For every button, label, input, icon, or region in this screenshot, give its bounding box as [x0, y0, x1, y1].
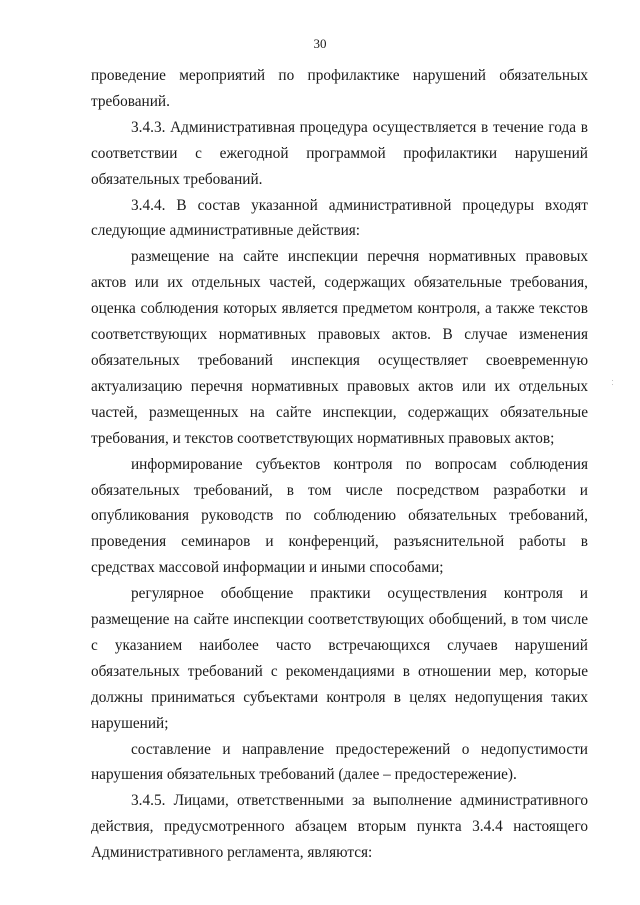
paragraph-list-item-informing: информирование субъектов контроля по вопросам соблюдения обязательных требований, в том числе посредством разработки и опубликования руководств по соблюдению обязательных требований, проведения семинаров и конференций, разъяснительной работы в средствах массовой информации и иными способами;: [91, 455, 588, 577]
page-number: 30: [313, 36, 327, 51]
paragraph-list-item-publishing: размещение на сайте инспекции перечня нормативных правовых актов или их отдельных частей, содержащих обязательные требования, оценка соблюдения которых является предметом контроля, а также текстов соответствующих нормативных правовых актов. В случае изменения обязательных требований инспекция осуществляет своевременную актуализацию перечня нормативных правовых актов или их отдельных частей, размещенных на сайте инспекции, содержащих обязательные требования, и текстов соответствующих нормативных правовых актов;: [91, 248, 588, 447]
paragraph-3-4-5: 3.4.5. Лицами, ответственными за выполнение административного действия, предусмотренного абзацем вторым пункта 3.4.4 настоящего Административного регламента, являются:: [91, 792, 588, 862]
paragraph-list-item-warnings: составление и направление предостережений о недопустимости нарушения обязательных требований (далее – предостережение).: [91, 740, 588, 784]
paragraph-3-4-4: 3.4.4. В состав указанной административной процедуры входят следующие административные действия:: [91, 196, 588, 240]
scan-speck: [612, 384, 613, 385]
document-body: [91, 63, 588, 866]
paragraph-list-item-generalization: регулярное обобщение практики осуществления контроля и размещение на сайте инспекции соответствующих обобщений, в том числе с указанием наиболее часто встречающихся случаев нарушений обязательных требований с рекомендациями в отношении мер, которые должны приниматься субъектами контроля в целях недопущения таких нарушений;: [91, 585, 588, 732]
paragraph-continuation: проведение мероприятий по профилактике нарушений обязательных требований.: [91, 67, 588, 110]
scan-speck: [612, 380, 613, 381]
paragraph-3-4-3: 3.4.3. Административная процедура осуществляется в течение года в соответствии с ежегодной программой профилактики нарушений обязательных требований.: [91, 118, 588, 188]
